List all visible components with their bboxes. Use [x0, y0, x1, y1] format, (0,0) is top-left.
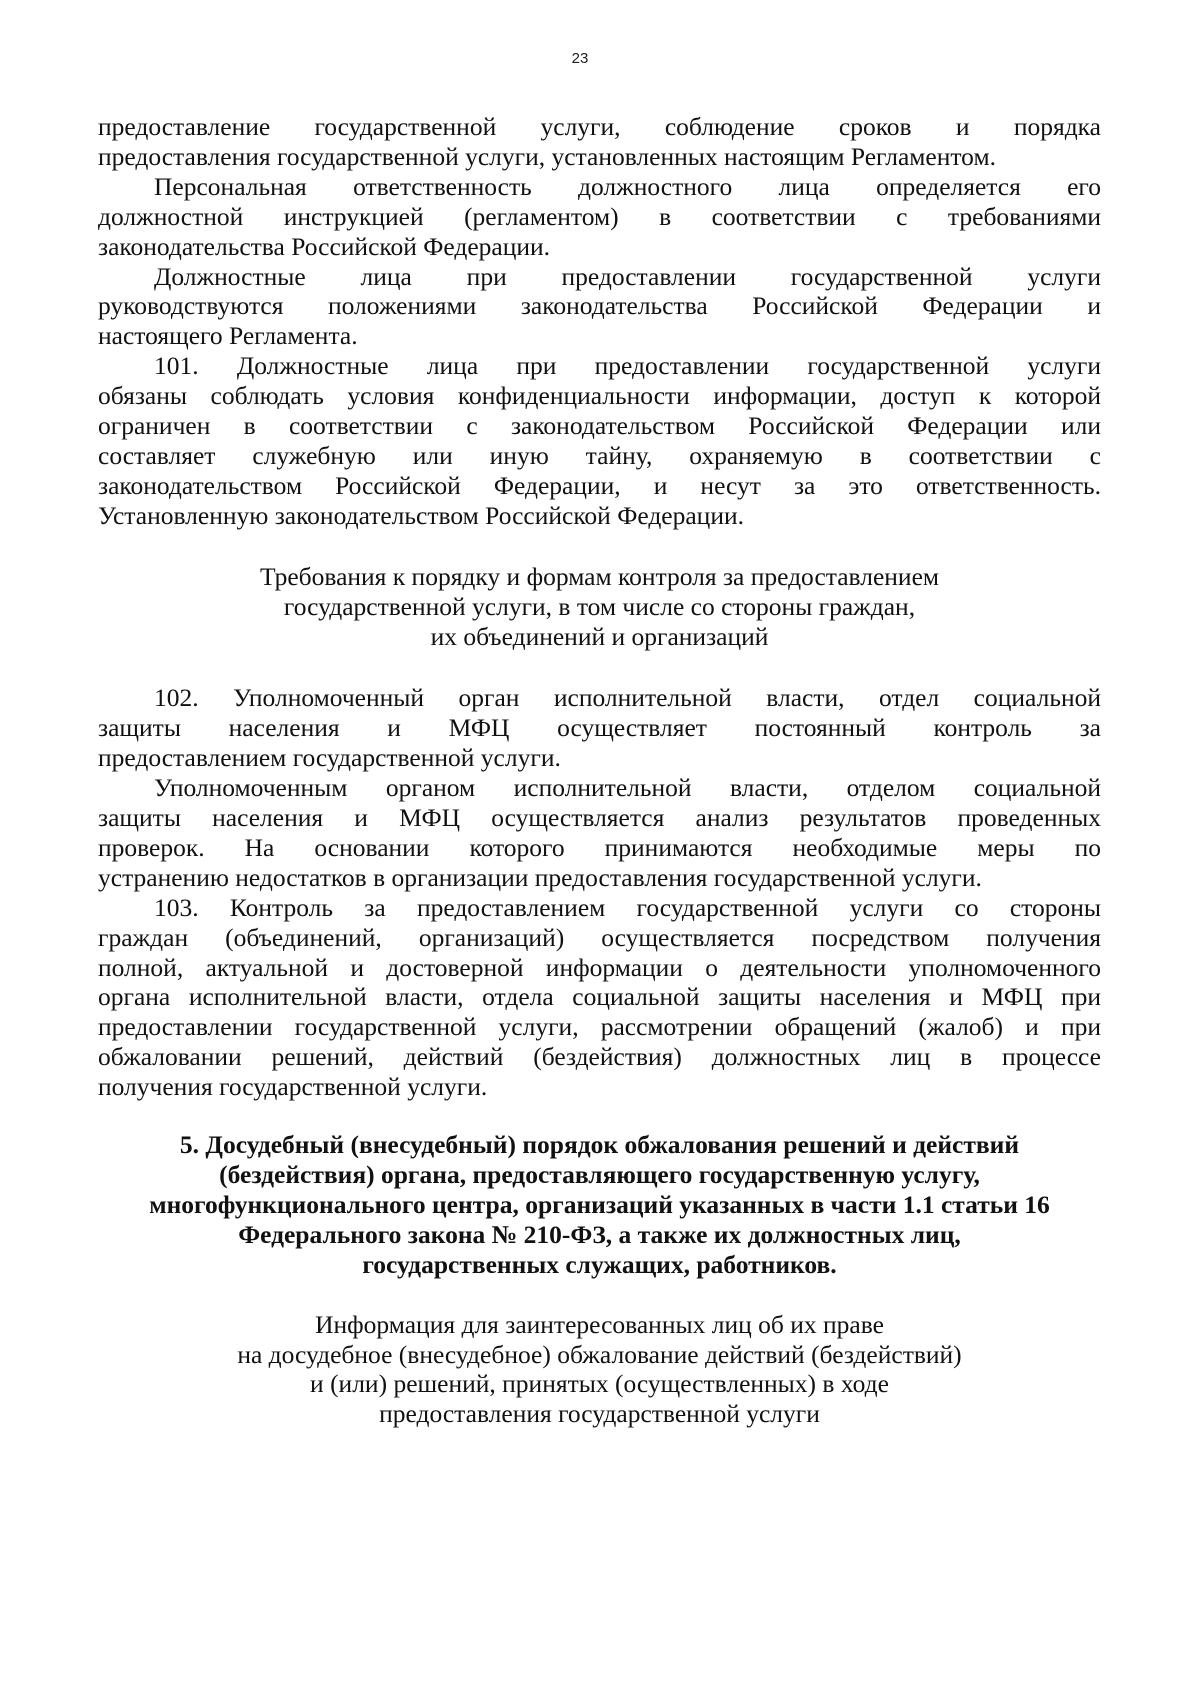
text-line: предоставлением государственной услуги.: [98, 743, 561, 773]
heading-line: государственных служащих, работников.: [362, 1249, 837, 1279]
heading-line: 5. Досудебный (внесудебный) порядок обжалования решений и действий: [179, 1130, 1020, 1160]
heading-line: Требования к порядку и формам контроля за предоставлением: [259, 561, 940, 591]
heading-line: многофункционального центра, организаций указанных в части 1.1 статьи 16: [149, 1189, 1050, 1219]
text-line: Установленную законодательством Российской Федерации.: [98, 500, 744, 530]
text-line: законодательства Российской Федерации.: [98, 231, 551, 261]
text-line: предоставление государственной услуги, соблюдение сроков и порядка: [98, 112, 1101, 141]
text-line: Должностные лица при предоставлении государственной услуги: [154, 261, 1101, 291]
text-line: руководствуются положениями законодательства Российской Федерации и: [98, 291, 1101, 321]
heading-line: государственной услуги, в том числе со стороны граждан,: [283, 591, 916, 621]
text-line: граждан (объединений, организаций) осуществляется посредством получения: [98, 922, 1101, 952]
section-5-heading: [98, 1130, 1101, 1280]
text-line: защиты населения и МФЦ осуществляется анализ результатов проведенных: [98, 803, 1101, 833]
paragraph-personal-responsibility: [98, 172, 1101, 262]
heading-line: и (или) решений, принятых (осуществленных) в ходе: [310, 1369, 889, 1399]
text-line: 102. Уполномоченный орган исполнительной власти, отдел социальной: [154, 683, 1101, 713]
text-line: органа исполнительной власти, отдела социальной защиты населения и МФЦ при: [98, 982, 1101, 1012]
paragraph-analysis: [98, 773, 1101, 893]
text-line: полной, актуальной и достоверной информации о деятельности уполномоченного: [98, 952, 1101, 982]
subheading-appeal-information: [98, 1310, 1101, 1430]
text-line: ограничен в соответствии с законодательством Российской Федерации или: [98, 411, 1101, 441]
heading-line: их объединений и организаций: [430, 621, 769, 651]
heading-line: на досудебное (внесудебное) обжалование действий (бездействий): [237, 1339, 962, 1369]
paragraph-continuation: [98, 112, 1101, 172]
page-number: 23: [571, 50, 589, 67]
paragraph-officials-guidance: [98, 262, 1101, 352]
heading-line: Федерального закона № 210-ФЗ, а также их должностных лиц,: [238, 1219, 961, 1249]
paragraph-103: [98, 893, 1101, 1102]
text-line: проверок. На основании которого принимаются необходимые меры по: [98, 832, 1101, 862]
text-line: 101. Должностные лица при предоставлении государственной услуги: [154, 351, 1101, 381]
text-line: защиты населения и МФЦ осуществляет постоянный контроль за: [98, 713, 1101, 743]
text-line: устранению недостатков в организации предоставления государственной услуги.: [98, 862, 982, 892]
text-line: Персональная ответственность должностного лица определяется его: [154, 171, 1101, 201]
paragraph-102: [98, 683, 1101, 773]
text-line: законодательством Российской Федерации, и несут за это ответственность.: [98, 470, 1101, 500]
text-line: обязаны соблюдать условия конфиденциальности информации, доступ к которой: [98, 381, 1101, 411]
text-line: должностной инструкцией (регламентом) в соответствии с требованиями: [98, 201, 1101, 231]
subheading-control-requirements: [98, 562, 1101, 652]
text-line: предоставлении государственной услуги, рассмотрении обращений (жалоб) и при: [98, 1012, 1101, 1042]
paragraph-101: [98, 351, 1101, 530]
text-line: настоящего Регламента.: [98, 321, 358, 351]
heading-line: предоставления государственной услуги: [379, 1399, 820, 1429]
document-body: [98, 112, 1101, 1429]
text-line: Уполномоченным органом исполнительной власти, отделом социальной: [154, 773, 1101, 803]
heading-line: (бездействия) органа, предоставляющего государственную услугу,: [219, 1160, 980, 1189]
text-line: получения государственной услуги.: [98, 1072, 488, 1102]
text-line: обжаловании решений, действий (бездействия) должностных лиц в процессе: [98, 1042, 1101, 1072]
heading-line: Информация для заинтересованных лиц об их праве: [315, 1309, 884, 1339]
text-line: предоставления государственной услуги, установленных настоящим Регламентом.: [98, 141, 996, 171]
text-line: 103. Контроль за предоставлением государственной услуги со стороны: [154, 892, 1101, 922]
text-line: составляет служебную или иную тайну, охраняемую в соответствии с: [98, 440, 1101, 470]
